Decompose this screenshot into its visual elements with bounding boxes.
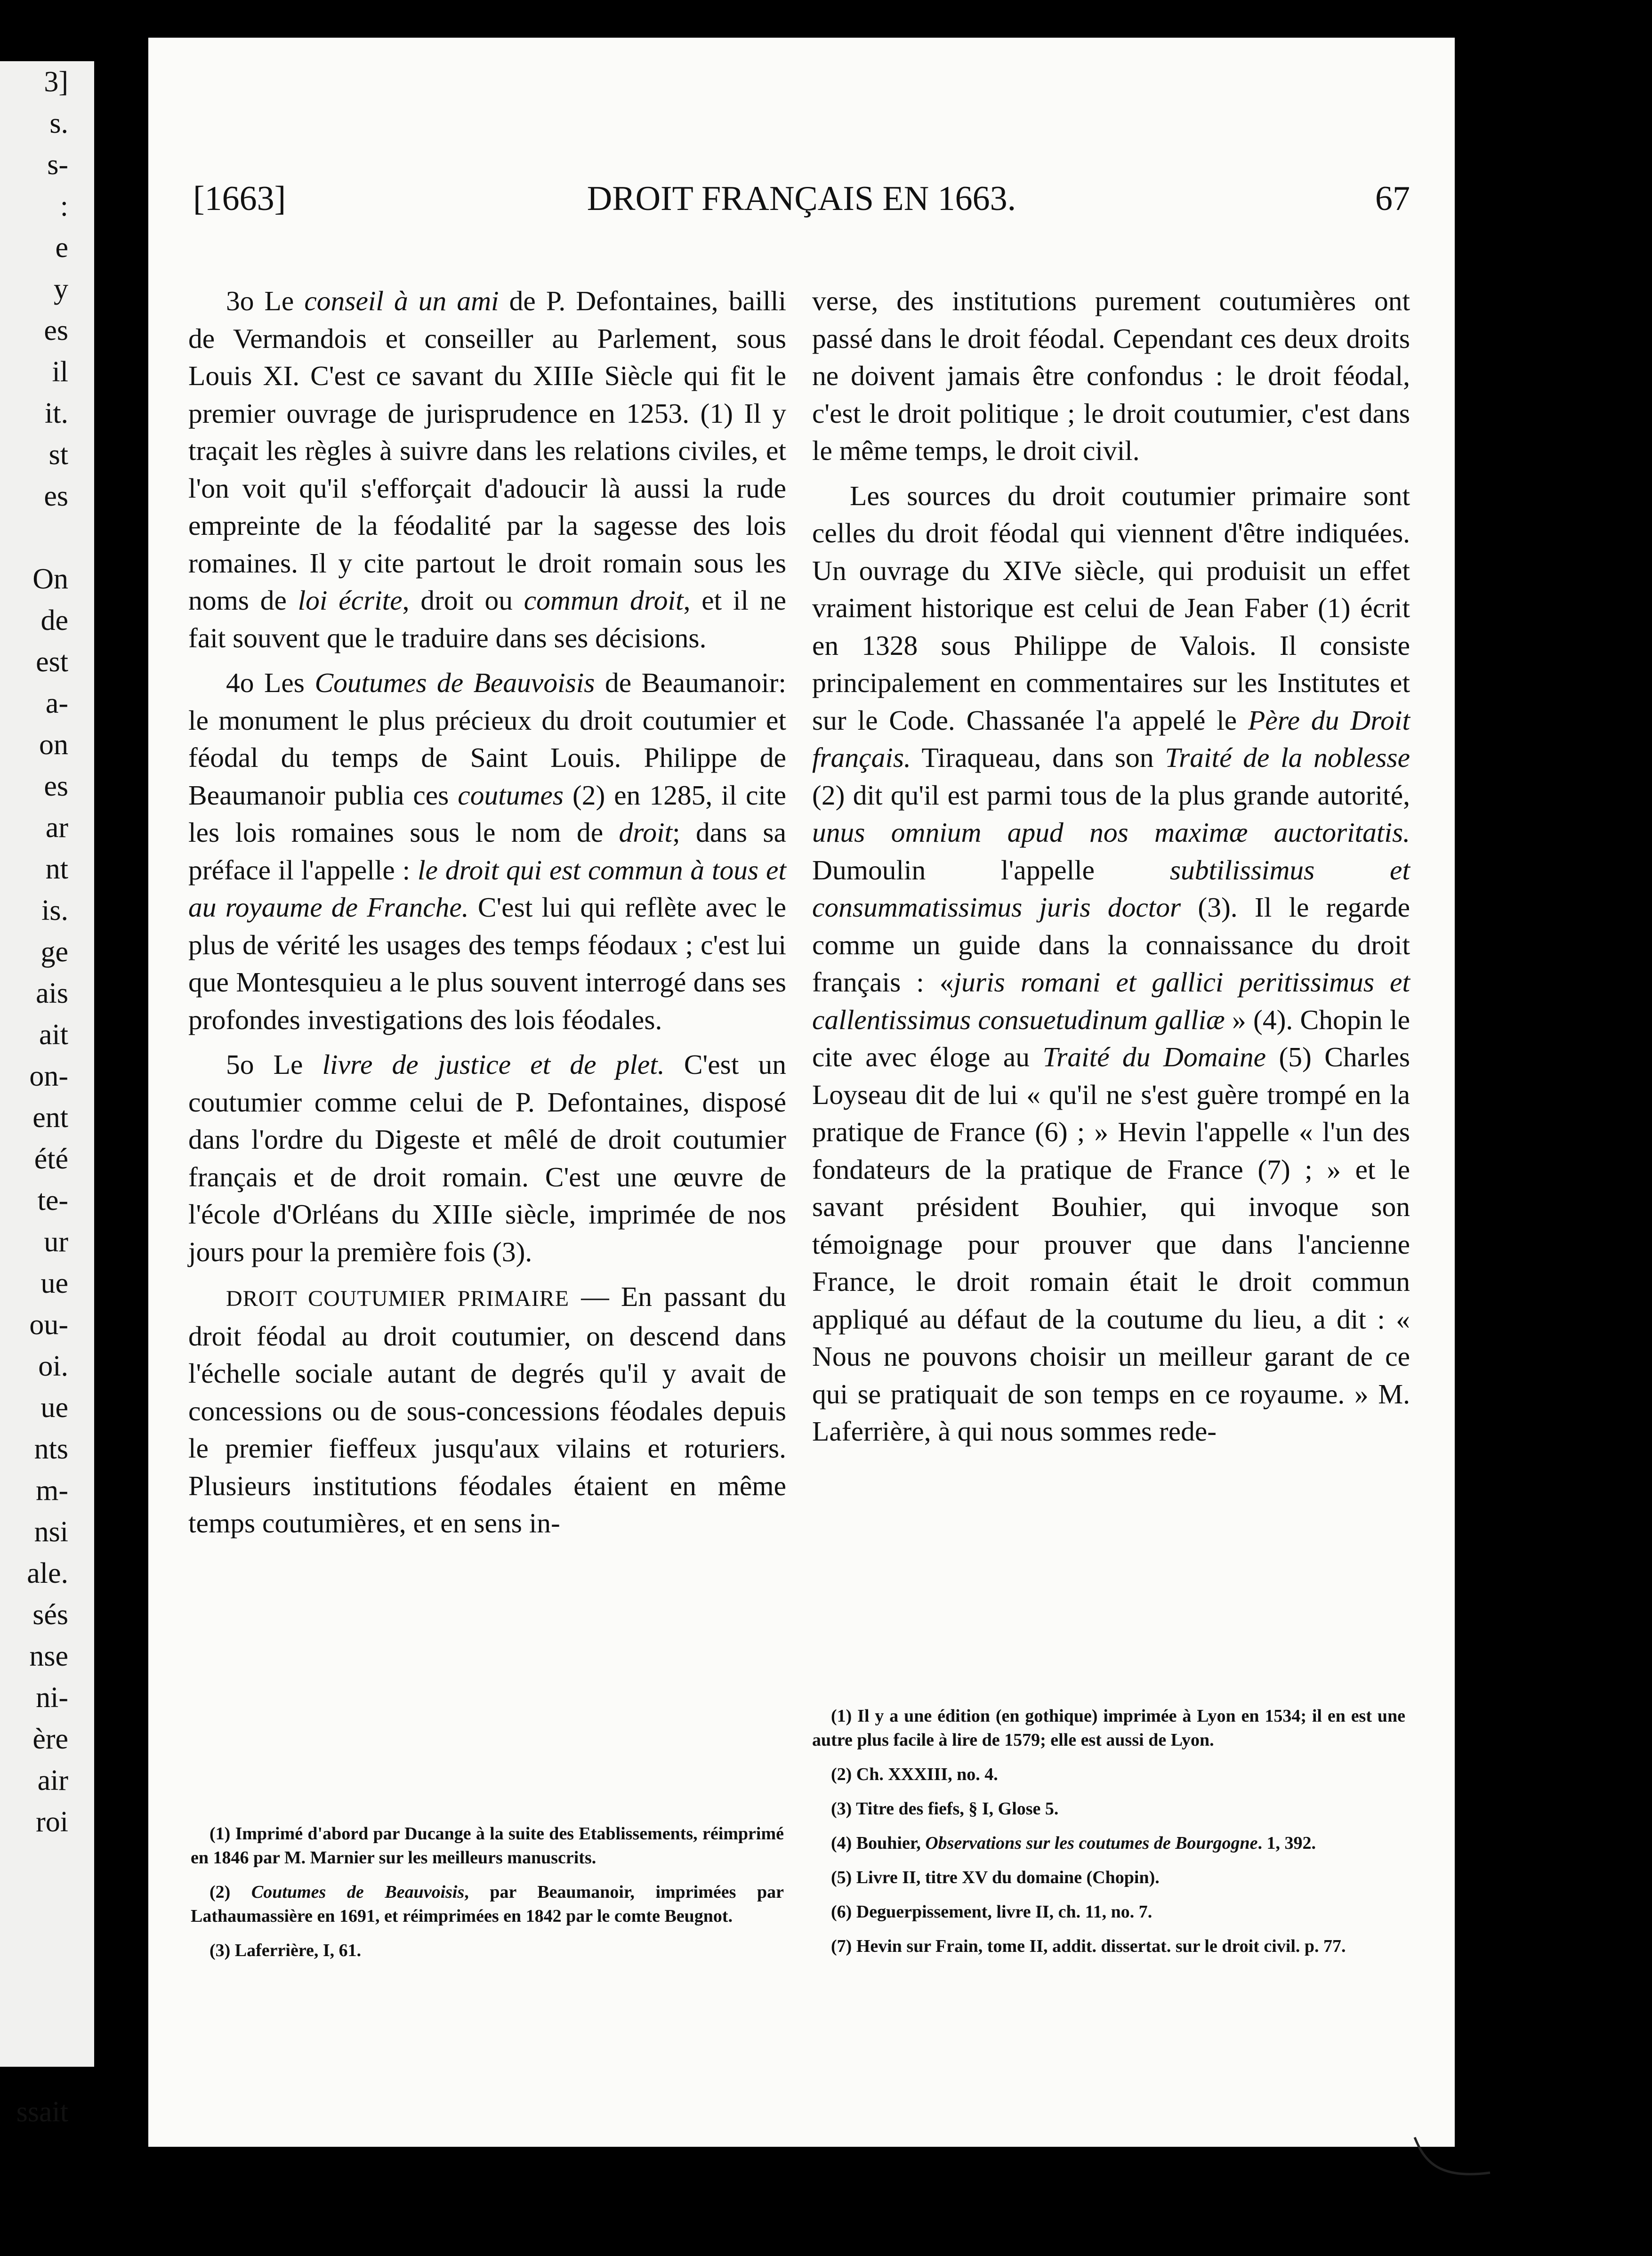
sliver-line: ou- xyxy=(29,1309,68,1341)
sliver-line: sés xyxy=(32,1599,68,1631)
footnote: (6) Deguerpissement, livre II, ch. 11, no. 7. xyxy=(831,1902,1152,1922)
sliver-line: nts xyxy=(34,1433,68,1465)
sliver-line: nsi xyxy=(34,1516,68,1548)
sliver-line: on- xyxy=(29,1060,68,1092)
sliver-line: air xyxy=(37,1765,68,1797)
sliver-line: été xyxy=(34,1143,68,1175)
running-title: DROIT FRANÇAIS EN 1663. xyxy=(587,179,1016,218)
sliver-line xyxy=(0,1967,94,2008)
ink-mark xyxy=(1410,2133,1495,2184)
footnotes-right xyxy=(812,1704,1405,1969)
sliver-line: on xyxy=(39,729,68,761)
sliver-line: ni- xyxy=(36,1682,68,1714)
sliver-line: is. xyxy=(41,894,68,927)
left-column xyxy=(188,282,786,1542)
sliver-line: ait xyxy=(39,1019,68,1051)
page-year: [1663] xyxy=(193,179,286,218)
sliver-line: nt xyxy=(45,853,68,885)
sliver-line: de xyxy=(40,604,68,637)
sliver-line: m- xyxy=(36,1474,68,1507)
sliver-line: : xyxy=(60,190,68,222)
sliver-line: ssait xyxy=(16,2096,68,2128)
sliver-line: ue xyxy=(40,1267,68,1299)
paragraph-sources: Les sources du droit coutumier primaire sont celles du droit féodal qui viennent d'être indiquées. Un ouvrage du XIVe siècle, qui produisit un effet vraiment historique est celui de Jean Faber (1) écrit en 1328 sous Philippe de Valois. Il consiste principalement en commentaires sur les Institutes et sur le Code. Chassanée l'a appelé le Père du Droit français. Tiraqueau, dans son Traité de la noblesse (2) dit qu'il est parmi tous de la plus grande autorité, unus omnium apud nos maximæ auctoritatis. Dumoulin l'appelle subtilissimus et consummatissimus juris doctor (3). Il le regarde comme un guide dans la connaissance du droit français : «juris romani et gallici peritissimus et callentissimus consuetudinum galliæ » (4). Chopin le cite avec éloge au Traité du Domaine (5) Charles Loyseau dit de lui « qu'il ne s'est guère trompé en la pratique de France (6) ; » Hevin l'appelle « l'un des fondateurs de la pratique de France (7) ; » et le savant président Bouhier, qui invoque son témoignage pour prouver que dans l'ancienne France, le droit romain était le droit commun appliqué au défaut de la coutume du lieu, a dit : « Nous ne pouvons choisir un meilleur garant de ce qui se pratiquait de son temps en ce royaume. » M. Laferrière, à qui nous sommes rede- xyxy=(812,480,1410,1447)
sliver-line: ge xyxy=(40,936,68,968)
footnote: (3) Titre des fiefs, § I, Glose 5. xyxy=(831,1799,1059,1819)
paragraph-defontaines: 3o Le conseil à un ami de P. Defontaines, bailli de Vermandois et conseiller au Parlement, sous Louis XI. C'est ce savant du XIIIe Siècle qui fit le premier ouvrage de jurisprudence en 1253. (1) Il y traçait les règles à suivre dans les relations civiles, et l'on voit qu'il s'efforçait d'adoucir là aussi la rude empreinte de la féodalité par la sagesse des lois romaines. Il y cite partout le droit romain sous les noms de loi écrite, droit ou commun droit, et il ne fait souvent que le traduire dans ses décisions. xyxy=(188,285,786,653)
sliver-line: es xyxy=(44,314,68,346)
sliver-line: ais xyxy=(36,977,68,1009)
sliver-line xyxy=(0,1884,94,1926)
section-heading: DROIT COUTUMIER PRIMAIRE xyxy=(226,1286,570,1311)
sliver-line: ue xyxy=(40,1392,68,1424)
sliver-line: ale. xyxy=(27,1557,68,1589)
footnote: (1) Il y a une édition (en gothique) imprimée à Lyon en 1534; il en est une autre plus facile à lire de 1579; elle est aussi de Lyon. xyxy=(812,1706,1405,1750)
running-header xyxy=(193,179,1410,235)
paragraph-droit-coutumier-primaire: DROIT COUTUMIER PRIMAIRE — En passant du droit féodal au droit coutumier, on descend dans l'échelle sociale autant de degrés qu'il y avait de concessions ou de sous-concessions féodales depuis le premier fieffeux jusqu'aux vilains et roturiers. Plusieurs institutions féodales étaient en même temps coutumières, et en sens in- xyxy=(188,1281,786,1539)
footnote: (1) Imprimé d'abord par Ducange à la suite des Etablissements, réimprimé en 1846 par M. Marnier sur les meilleurs manuscrits. xyxy=(191,1824,784,1868)
book-page xyxy=(148,38,1455,2147)
sliver-line: roi xyxy=(36,1806,68,1838)
paragraph-livre-de-justice: 5o Le livre de justice et de plet. C'est un coutumier comme celui de P. Defontaines, disposé dans l'ordre du Digeste et mêlé de droit coutumier français et de droit romain. C'est une œuvre de l'école d'Orléans du XIIIe siècle, imprimée de nos jours pour la première fois (3). xyxy=(188,1049,786,1267)
paragraph-continued: verse, des institutions purement coutumières ont passé dans le droit féodal. Cependant ces deux droits ne doivent jamais être confondus : le droit féodal, c'est le droit politique ; le droit coutumier, c'est dans le même temps, le droit civil. xyxy=(812,285,1410,466)
sliver-line: it. xyxy=(45,397,68,429)
sliver-line xyxy=(0,1926,94,1967)
sliver-line: ar xyxy=(45,812,68,844)
adjacent-page-sliver xyxy=(0,61,94,2128)
sliver-line: s- xyxy=(47,149,68,181)
paragraph-beaumanoir: 4o Les Coutumes de Beauvoisis de Beaumanoir: le monument le plus précieux du droit coutumier et féodal du temps de Saint Louis. Philippe de Beaumanoir publia ces coutumes (2) en 1285, il cite les lois romaines sous le nom de droit; dans sa préface il l'appelle : le droit qui est commun à tous et au royaume de Franche. C'est lui qui reflète avec le plus de vérité les usages des temps féodaux ; c'est lui que Montesquieu a le plus souvent interrogé dans ses profondes investigations des lois féodales. xyxy=(188,667,787,1035)
sliver-line: te- xyxy=(37,1184,68,1217)
sliver-line xyxy=(0,1843,94,1884)
sliver-line: e xyxy=(55,232,68,264)
sliver-line: a- xyxy=(45,687,68,719)
sliver-line: ère xyxy=(32,1723,68,1755)
footnote: (5) Livre II, titre XV du domaine (Chopin). xyxy=(831,1868,1160,1887)
footnotes-left xyxy=(191,1822,784,1973)
sliver-line: st xyxy=(48,439,68,471)
sliver-line: oi. xyxy=(38,1350,68,1382)
footnote: (3) Laferrière, I, 61. xyxy=(210,1941,362,1960)
sliver-line: il xyxy=(52,356,68,388)
footnote: (4) Bouhier, Observations sur les coutumes de Bourgogne. 1, 392. xyxy=(831,1833,1316,1853)
sliver-line: est xyxy=(36,646,68,678)
right-column xyxy=(812,282,1410,1450)
sliver-line: es xyxy=(44,480,68,512)
page-number: 67 xyxy=(1375,179,1410,218)
footnote: (2) Ch. XXXIII, no. 4. xyxy=(831,1765,998,1784)
sliver-line: 3] xyxy=(44,66,68,98)
footnote: (2) Coutumes de Beauvoisis, par Beaumanoir, imprimées par Lathaumassière en 1691, et réimprimées en 1842 par le comte Beugnot. xyxy=(191,1882,784,1926)
footnote: (7) Hevin sur Frain, tome II, addit. dissertat. sur le droit civil. p. 77. xyxy=(831,1936,1346,1956)
sliver-line: es xyxy=(44,770,68,802)
sliver-line: nse xyxy=(29,1640,68,1672)
sliver-line: y xyxy=(54,273,68,305)
sliver-line: On xyxy=(32,563,68,595)
sliver-line: ur xyxy=(44,1226,68,1258)
sliver-line: ent xyxy=(32,1102,68,1134)
sliver-line xyxy=(0,2050,94,2091)
sliver-line: s. xyxy=(49,107,68,139)
sliver-line xyxy=(0,517,94,558)
sliver-line xyxy=(0,2008,94,2050)
